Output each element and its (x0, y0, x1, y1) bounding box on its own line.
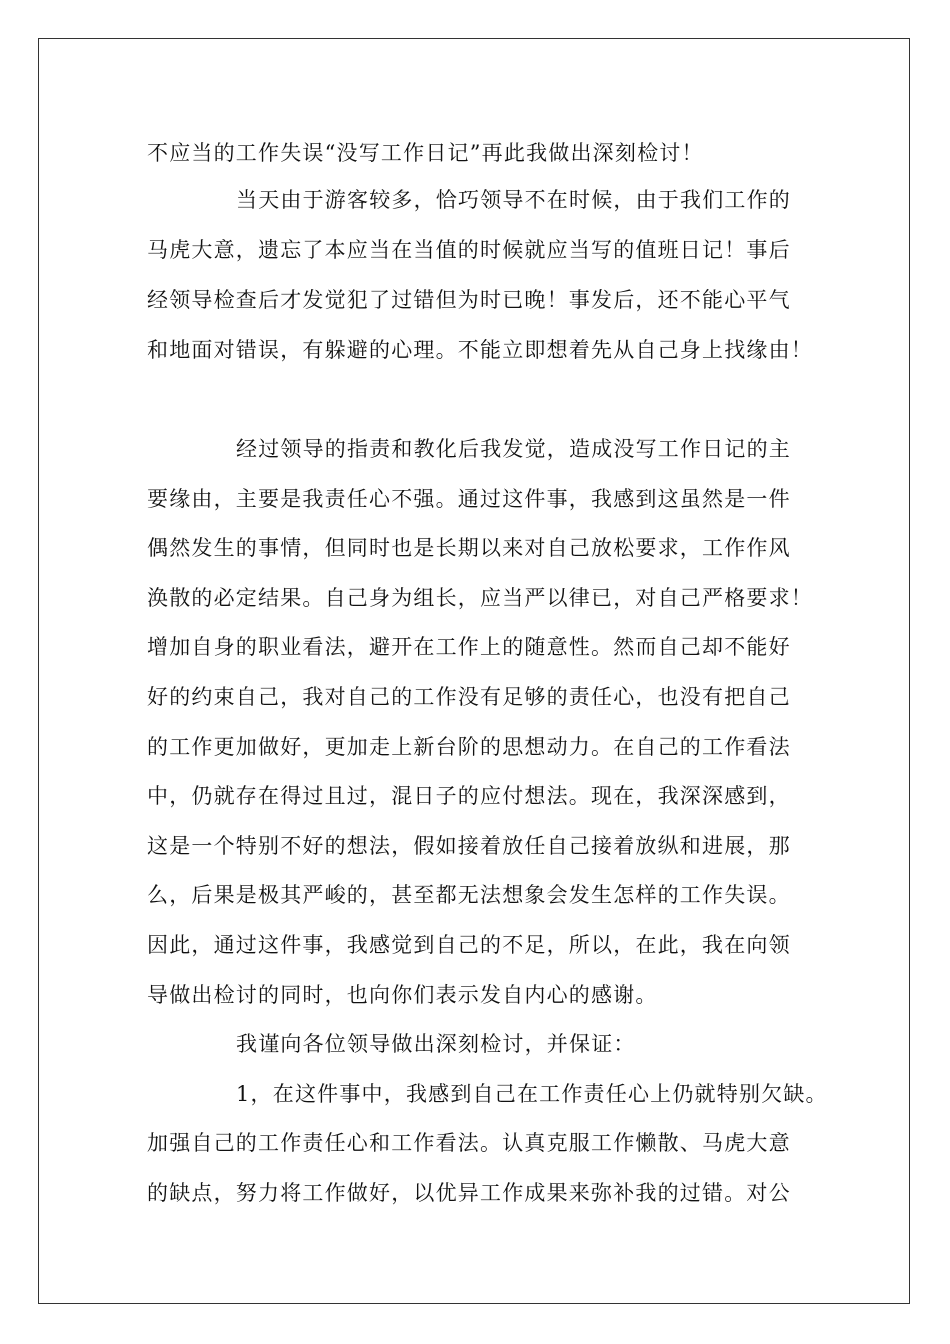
text-line: 经过领导的指责和教化后我发觉，造成没写工作日记的主 (236, 437, 791, 461)
text-line: 这是一个特别不好的想法，假如接着放任自己接着放纵和进展，那 (147, 834, 791, 858)
text-line: 1，在这件事中，我感到自己在工作责任心上仍就特别欠缺。 (236, 1082, 828, 1106)
text-line: 的缺点，努力将工作做好，以优异工作成果来弥补我的过错。对公 (147, 1181, 791, 1205)
text-line: 经领导检查后才发觉犯了过错但为时已晚！事发后，还不能心平气 (147, 288, 791, 312)
text-line: 不应当的工作失误“没写工作日记”再此我做出深刻检讨！ (147, 141, 704, 165)
text-line: 因此，通过这件事，我感觉到自己的不足，所以，在此，我在向领 (147, 933, 791, 957)
text-line: 导做出检讨的同时，也向你们表示发自内心的感谢。 (147, 983, 658, 1007)
text-line: 涣散的必定结果。自己身为组长，应当严以律已，对自己严格要求！ (147, 586, 813, 610)
text-line: 的工作更加做好，更加走上新台阶的思想动力。在自己的工作看法 (147, 735, 791, 759)
text-line: 好的约束自己，我对自己的工作没有足够的责任心，也没有把自己 (147, 685, 791, 709)
text-line: 中，仍就存在得过且过，混日子的应付想法。现在，我深深感到， (147, 784, 791, 808)
text-line: 要缘由，主要是我责任心不强。通过这件事，我感到这虽然是一件 (147, 487, 791, 511)
text-line: 当天由于游客较多，恰巧领导不在时候，由于我们工作的 (236, 188, 791, 212)
text-line: 增加自身的职业看法，避开在工作上的随意性。然而自己却不能好 (147, 635, 791, 659)
text-line: 马虎大意，遗忘了本应当在当值的时候就应当写的值班日记！事后 (147, 238, 791, 262)
text-line: 么，后果是极其严峻的，甚至都无法想象会发生怎样的工作失误。 (147, 883, 791, 907)
text-line: 和地面对错误，有躲避的心理。不能立即想着先从自己身上找缘由！ (147, 338, 813, 362)
text-line: 我谨向各位领导做出深刻检讨，并保证： (236, 1032, 636, 1056)
text-line: 加强自己的工作责任心和工作看法。认真克服工作懒散、马虎大意 (147, 1131, 791, 1155)
page-frame (38, 38, 910, 1304)
text-line: 偶然发生的事情，但同时也是长期以来对自己放松要求，工作作风 (147, 536, 791, 560)
